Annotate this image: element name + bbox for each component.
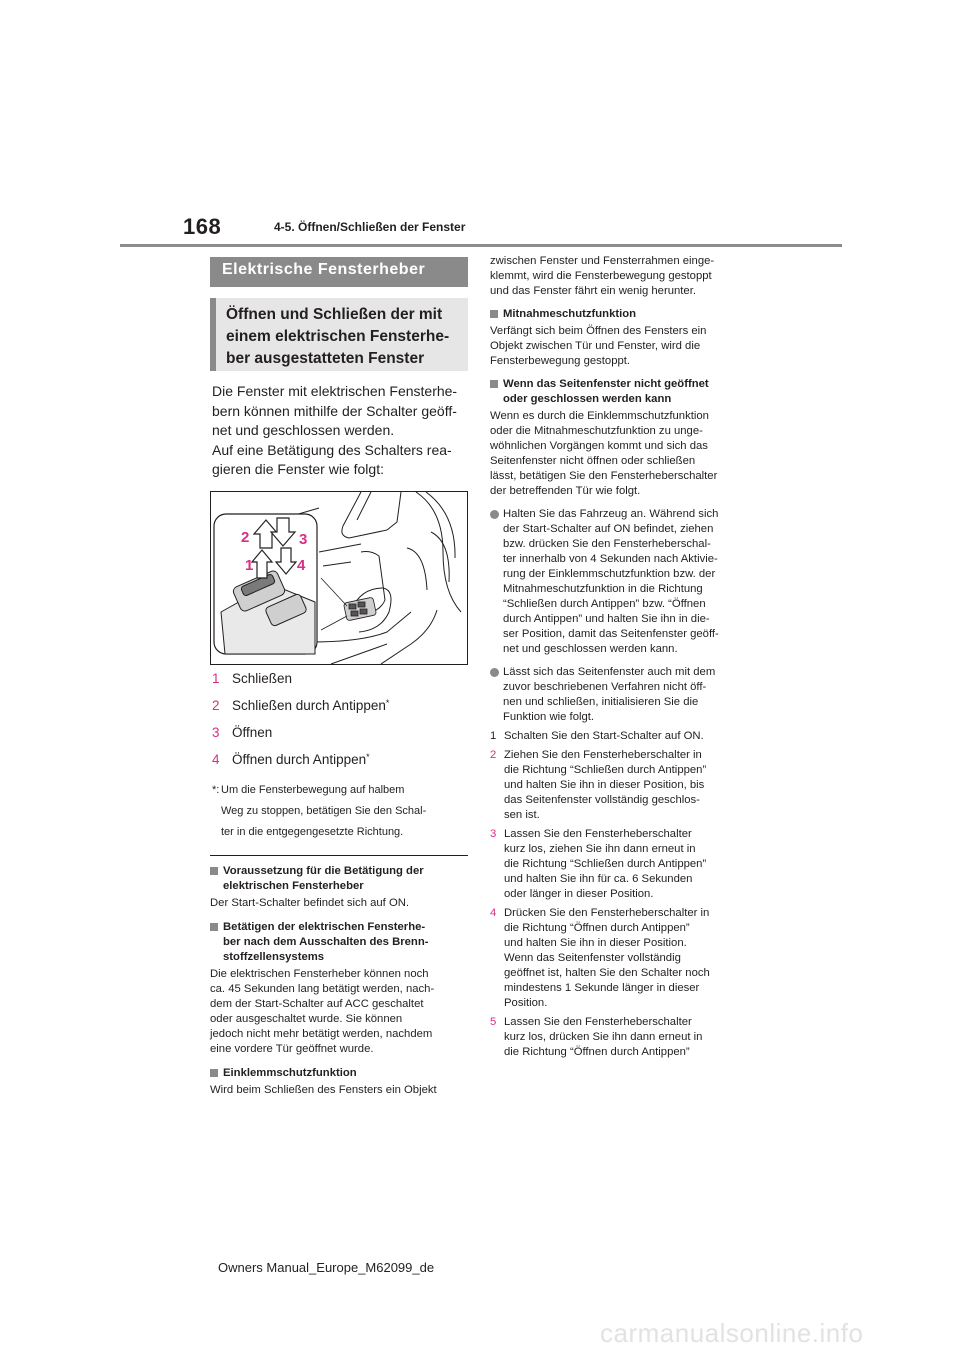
note-heading: Wenn das Seitenfenster nicht geöffnet oder geschlossen werden kann	[490, 377, 765, 407]
footnote-mark: *	[366, 752, 370, 762]
window-switch-illustration	[210, 491, 468, 665]
footnote-mark: *	[385, 698, 390, 708]
note-heading: Voraussetzung für die Betätigung der elektrischen Fensterheber	[210, 864, 472, 894]
intro-line: net und geschlossen werden.	[212, 422, 395, 438]
square-bullet-icon	[490, 310, 498, 318]
list-item	[212, 698, 472, 725]
figure-label-2: 2	[241, 529, 250, 546]
subheading-line: einem elektrischen Fensterhe-	[226, 328, 450, 345]
list-number: 4	[212, 752, 220, 767]
page-number: 168	[183, 214, 222, 239]
figure-label-4: 4	[297, 557, 306, 574]
note-heading: Einklemmschutzfunktion	[210, 1066, 472, 1081]
list-item	[212, 752, 472, 779]
footnote-line: ter in die entgegengesetzte Richtung.	[221, 826, 404, 838]
continuation-text: zwischen Fenster und Fensterrahmen einge- klemmt, wird die Fensterbewegung gestoppt und das Fenster fährt ein wenig herunter.	[490, 255, 715, 297]
list-text: Schließen durch Antippen	[232, 698, 386, 713]
note-body: Wird beim Schließen des Fensters ein Objekt	[210, 1084, 437, 1096]
footnote-line: Weg zu stoppen, betätigen Sie den Schal-	[221, 805, 427, 817]
round-bullet-icon	[490, 510, 499, 519]
watermark: carmanualsonline.info	[600, 1318, 864, 1348]
note-body: Der Start-Schalter befindet sich auf ON.	[210, 897, 410, 909]
note-body: Verfängt sich beim Öffnen des Fensters ein Objekt zwischen Tür und Fenster, wird die Fensterbewegung gestoppt.	[490, 325, 707, 367]
door-switch-drawing	[211, 492, 467, 664]
subheading-line: ber ausgestatteten Fenster	[226, 350, 425, 367]
step-item: 5 Lassen Sie den Fensterheberschalter kurz los, drücken Sie ihn dann erneut in die Richtung “Öffnen durch Antippen”	[490, 1016, 703, 1058]
divider	[210, 855, 468, 856]
step-number: 4	[490, 907, 497, 919]
switch-action-list	[212, 671, 472, 779]
list-number: 1	[212, 671, 220, 686]
step-item: 2 Ziehen Sie den Fensterheberschalter in die Richtung “Schließen durch Antippen” und halten Sie ihn in dieser Position, bis das Seitenfenster vollständig geschlos- sen ist.	[490, 749, 707, 821]
footnote-marker: *:	[212, 784, 220, 796]
step-item: 3 Lassen Sie den Fensterheberschalter kurz los, ziehen Sie ihn dann erneut in die Richtung “Schließen durch Antippen” und halten Sie ihn für ca. 6 Sekunden oder länger in dieser Position.	[490, 828, 707, 900]
intro-line: Die Fenster mit elektrischen Fensterhe-	[212, 383, 458, 399]
figure-label-3: 3	[299, 531, 308, 548]
footnote-line: Um die Fensterbewegung auf halbem	[221, 784, 405, 796]
banner-title: Elektrische Fensterheber	[222, 261, 426, 278]
note-body: Die elektrischen Fensterheber können noch ca. 45 Sekunden lang betätigt werden, nach- dem der Start-Schalter auf ACC geschaltet oder ausgeschaltet wurde. Sie können jedoch nicht mehr betätigt werden, nachdem eine vordere Tür geöffnet wurde.	[210, 968, 435, 1055]
note-heading: Mitnahmeschutzfunktion	[490, 307, 765, 322]
footnote	[212, 780, 472, 843]
section-banner	[210, 257, 468, 287]
footer-document-id: Owners Manual_Europe_M62099_de	[218, 1260, 435, 1275]
subheading-line: Öffnen und Schließen der mit	[226, 306, 443, 323]
left-notes	[210, 858, 472, 1098]
subheading-box	[210, 298, 468, 371]
section-title: 4-5. Öffnen/Schließen der Fenster	[274, 220, 466, 234]
step-number: 3	[490, 828, 497, 840]
intro-line: Auf eine Betätigung des Schalters rea-	[212, 441, 452, 458]
round-bullet-icon	[490, 668, 499, 677]
step-number: 1	[490, 730, 497, 742]
step-number: 5	[490, 1016, 497, 1028]
note-heading: Betätigen der elektrischen Fensterhe- ber nach dem Ausschalten des Brenn- stoffzellensystems	[210, 920, 472, 965]
square-bullet-icon	[210, 1069, 218, 1077]
intro-paragraph	[212, 382, 472, 480]
square-bullet-icon	[210, 923, 218, 931]
list-text: Öffnen	[232, 725, 273, 740]
header-rule	[120, 244, 842, 247]
bullet-item: Halten Sie das Fahrzeug an. Während sich der Start-Schalter auf ON befindet, ziehen bzw. drücken Sie den Fensterheberschal- ter innerhalb von 4 Sekunden nach Aktivie- rung der Einklemmschutzfunktion bzw. der Mitnahmeschutzfunktion in die Richtung “Schließen durch Antippen” bzw. “Öffnen durch Antippen” und halten Sie ihn in die- ser Position, damit das Seitenfenster geöff- net und geschlossen werden kann.	[490, 507, 765, 657]
list-item	[212, 671, 472, 698]
list-text: Schließen	[232, 671, 293, 686]
note-body: Wenn es durch die Einklemmschutzfunktion oder die Mitnahmeschutzfunktion zu unge- wöhnlichen Vorgängen kommt und sich das Seitenfenster nicht öffnen oder schließen lässt, betätigen Sie den Fensterheberschalter der betreffenden Tür wie folgt.	[490, 410, 718, 497]
step-item: 1 Schalten Sie den Start-Schalter auf ON.	[490, 730, 704, 742]
intro-line: gieren die Fenster wie folgt:	[212, 461, 384, 477]
step-number: 2	[490, 749, 497, 761]
list-number: 2	[212, 698, 220, 713]
square-bullet-icon	[490, 380, 498, 388]
figure-label-1: 1	[245, 557, 254, 574]
list-number: 3	[212, 725, 220, 740]
square-bullet-icon	[210, 867, 218, 875]
list-item	[212, 725, 472, 752]
right-column	[490, 254, 765, 1060]
bullet-item: Lässt sich das Seitenfenster auch mit dem zuvor beschriebenen Verfahren nicht öff- nen und schließen, initialisieren Sie die Funktion wie folgt.	[490, 665, 765, 725]
intro-line: bern können mithilfe der Schalter geöff-	[212, 402, 457, 419]
step-item: 4 Drücken Sie den Fensterheberschalter in die Richtung “Öffnen durch Antippen” und halten Sie ihn in dieser Position. Wenn das Seitenfenster vollständig geöffnet ist, halten Sie den Schalter noch mindestens 1 Sekunde länger in dieser Position.	[490, 907, 710, 1009]
list-text: Öffnen durch Antippen	[232, 752, 367, 767]
